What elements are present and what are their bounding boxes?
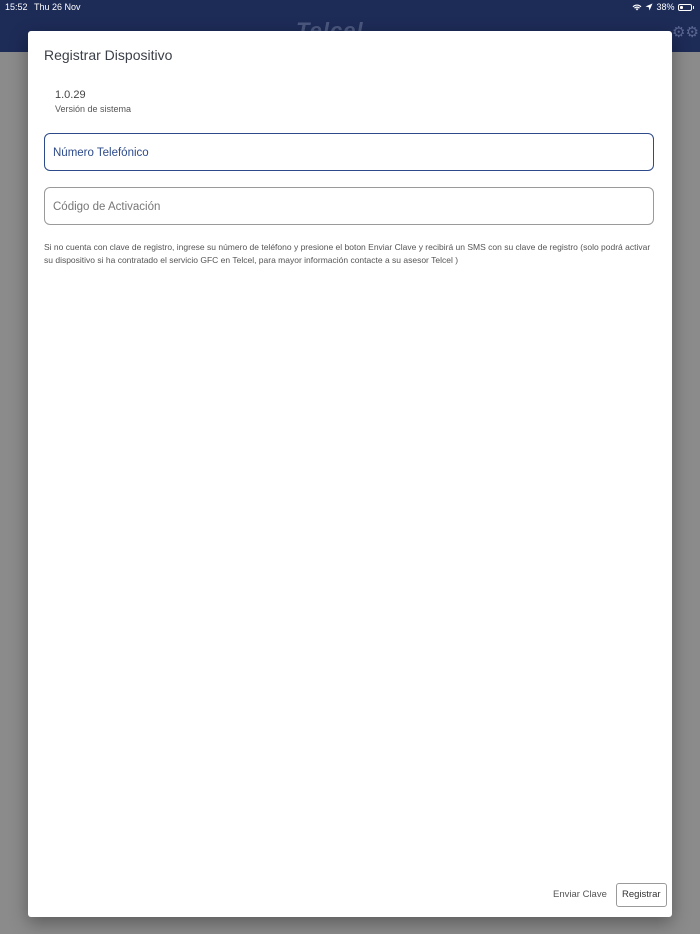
battery-fill xyxy=(680,6,684,9)
location-arrow-icon xyxy=(645,3,653,11)
system-version-label: Versión de sistema xyxy=(55,104,132,114)
battery-icon xyxy=(678,4,692,11)
battery-percent: 38% xyxy=(656,2,675,12)
wifi-icon xyxy=(632,3,642,11)
help-text: Si no cuenta con clave de registro, ingrese su número de teléfono y presione el boton Enviar Clave y recibirá un SMS con su clave de registro (solo podrá activar su dispositivo si ha contratado el servicio GFC en Telcel, para mayor información contacte a su asesor Telcel ) xyxy=(44,242,651,265)
status-date: Thu 26 Nov xyxy=(34,2,81,12)
send-key-button[interactable]: Enviar Clave xyxy=(553,889,607,900)
battery-tip xyxy=(693,6,695,9)
register-button[interactable]: Registrar xyxy=(616,883,667,907)
gear-icon[interactable]: ⚙⚙ xyxy=(672,24,699,41)
system-version-value: 1.0.29 xyxy=(55,89,86,101)
status-time: 15:52 xyxy=(5,2,28,12)
dialog-title: Registrar Dispositivo xyxy=(44,47,173,63)
activation-code-field[interactable]: Código de Activación xyxy=(44,187,654,225)
status-bar xyxy=(0,0,700,14)
status-indicators xyxy=(632,0,694,14)
phone-number-field[interactable]: Número Telefónico xyxy=(44,133,654,171)
register-device-dialog xyxy=(28,31,672,917)
